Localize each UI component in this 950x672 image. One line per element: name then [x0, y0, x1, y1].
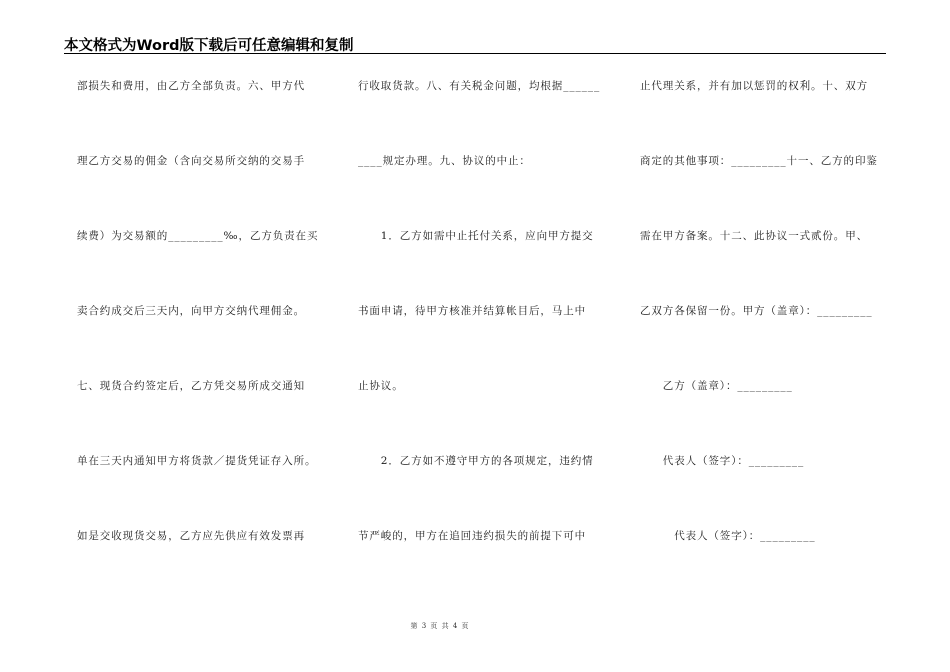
- text-line: 节严峻的，甲方在追回违约损失的前提下可中: [358, 530, 586, 542]
- text-line: 需在甲方备案。十二、此协议一式贰份。甲、: [640, 230, 868, 242]
- text-line: 乙双方各保留一份。甲方（盖章）：_________: [640, 305, 873, 317]
- text-line: 代表人（签字）：_________: [640, 530, 816, 542]
- text-line: 乙方（盖章）：_________: [640, 380, 793, 392]
- text-line: 商定的其他事项：_________十一、乙方的印鉴: [640, 155, 878, 167]
- text-line: 部损失和费用，由乙方全部负责。六、甲方代: [77, 80, 305, 92]
- text-line: 止协议。: [358, 380, 404, 392]
- text-line: 止代理关系，并有加以惩罚的权利。十、双方: [640, 80, 868, 92]
- text-line: ____规定办理。九、协议的中止：: [358, 155, 531, 167]
- text-line: 续费）为交易额的_________‰，乙方负责在买: [77, 230, 319, 242]
- text-line: 七、现货合约签定后，乙方凭交易所成交通知: [77, 380, 305, 392]
- page-number-footer: 第 3 页 共 4 页: [410, 622, 470, 630]
- text-line: 如是交收现货交易，乙方应先供应有效发票再: [77, 530, 305, 542]
- text-line: 代表人（签字）：_________: [640, 455, 805, 467]
- text-line: 1．乙方如需中止托付关系，应向甲方提交: [358, 230, 594, 242]
- text-line: 行收取货款。八、有关税金问题，均根据______: [358, 80, 601, 92]
- text-line: 单在三天内通知甲方将货款／提货凭证存入所。: [77, 455, 317, 467]
- text-line: 理乙方交易的佣金（含向交易所交纳的交易手: [77, 155, 305, 167]
- text-line: 书面申请，待甲方核准并结算帐目后，马上中: [358, 305, 586, 317]
- header-divider: [64, 53, 886, 54]
- document-header-title: 本文格式为Word版下载后可任意编辑和复制: [64, 38, 354, 54]
- text-line: 2．乙方如不遵守甲方的各项规定，违约情: [358, 455, 594, 467]
- text-line: 卖合约成交后三天内，向甲方交纳代理佣金。: [77, 305, 305, 317]
